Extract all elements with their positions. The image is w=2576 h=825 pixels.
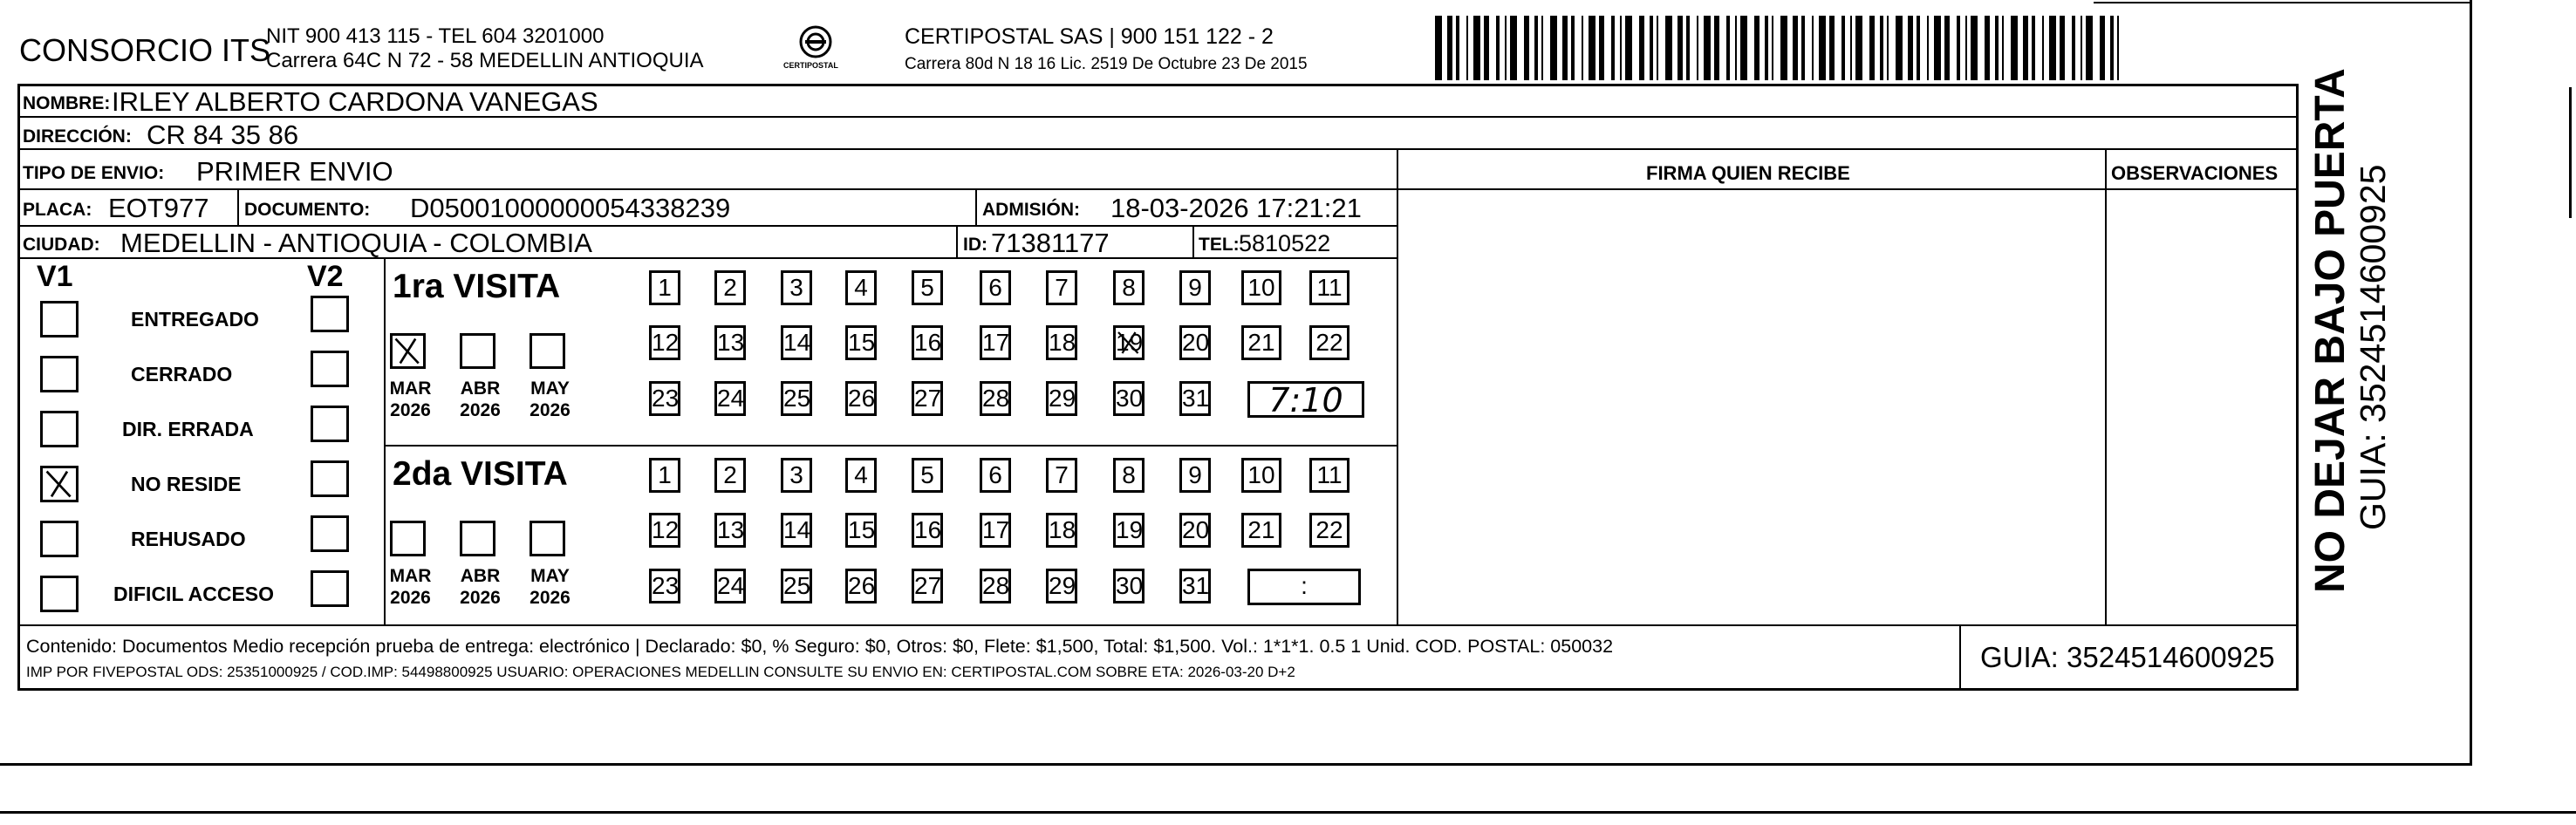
day-box[interactable]: 31: [1179, 381, 1211, 416]
month-name: ABR: [460, 378, 501, 399]
barcode-bar: [1754, 16, 1759, 80]
footer-guide: GUIA: 3524514600925: [1980, 641, 2275, 673]
day-box[interactable]: 20: [1179, 325, 1211, 360]
month-checkbox[interactable]: [390, 333, 426, 369]
col-line: [956, 225, 958, 257]
barcode-bar: [1740, 16, 1747, 80]
day-box[interactable]: 26: [845, 569, 877, 603]
row-line: [17, 148, 2299, 150]
barcode-bar: [2023, 16, 2028, 80]
col-line: [975, 188, 977, 225]
barcode-bar: [1944, 16, 1950, 80]
day-box[interactable]: 2: [714, 458, 746, 493]
day-box[interactable]: 16: [912, 513, 943, 548]
document-label: DOCUMENTO:: [244, 200, 371, 220]
barcode-bar: [1880, 16, 1883, 80]
page-frame-right: [2470, 0, 2472, 766]
col-line: [1192, 225, 1194, 257]
month-year: 2026: [390, 588, 431, 608]
barcode-bar: [2072, 16, 2075, 80]
month-checkbox[interactable]: [460, 521, 495, 556]
month-label: [456, 378, 504, 421]
checklist-item-label: CERRADO: [131, 363, 233, 385]
side-edge-mark: [2569, 87, 2572, 218]
company-address: Carrera 64C N 72 - 58 MEDELLIN ANTIOQUIA: [266, 49, 704, 72]
day-number: 19: [1116, 329, 1144, 356]
day-box[interactable]: 3: [781, 458, 812, 493]
barcode-bar: [1524, 16, 1529, 80]
checklist-item-label: REHUSADO: [131, 528, 246, 550]
day-box[interactable]: 17: [980, 325, 1011, 360]
day-box[interactable]: 27: [912, 569, 943, 603]
barcode-bar: [1589, 16, 1595, 80]
checklist-item-label: ENTREGADO: [131, 308, 259, 331]
v1-checkbox[interactable]: [40, 576, 79, 612]
barcode-bar: [2060, 16, 2065, 80]
barcode-bar: [1971, 16, 1978, 80]
day-box[interactable]: 13: [714, 513, 746, 548]
barcode-bar: [2049, 16, 2056, 80]
day-box[interactable]: 15: [845, 325, 877, 360]
company-name: CONSORCIO ITS: [19, 32, 271, 68]
row-line: [17, 225, 1398, 227]
ship-type: PRIMER ENVIO: [196, 156, 393, 187]
day-box[interactable]: 1: [649, 270, 680, 305]
v2-checkbox[interactable]: [311, 406, 349, 442]
day-box[interactable]: 10: [1241, 270, 1281, 305]
day-box[interactable]: 29: [1046, 381, 1077, 416]
v1-header: V1: [37, 260, 73, 293]
day-box[interactable]: 3: [781, 270, 812, 305]
month-label: [526, 378, 574, 421]
barcode-bar: [1582, 16, 1583, 80]
month-year: 2026: [460, 588, 501, 608]
barcode-bar: [1850, 16, 1852, 80]
barcode-bar: [1765, 16, 1768, 80]
barcode-bar: [1985, 16, 1990, 80]
month-label: [386, 378, 434, 421]
barcode-bar: [1657, 16, 1658, 80]
visit-title: 1ra VISITA: [393, 268, 561, 305]
barcode-bar: [1435, 16, 1442, 80]
checklist-item-label: DIFICIL ACCESO: [113, 583, 275, 605]
day-box[interactable]: 5: [912, 270, 943, 305]
barcode-bar: [1841, 16, 1845, 80]
day-box[interactable]: 23: [649, 569, 680, 603]
month-name: MAR: [389, 378, 432, 399]
observations-header: OBSERVACIONES: [2111, 162, 2279, 184]
barcode-bar: [1697, 16, 1698, 80]
tel-label: TEL:: [1199, 235, 1240, 255]
recipient-address: CR 84 35 86: [147, 119, 299, 150]
v2-checkbox[interactable]: [311, 515, 349, 552]
day-box[interactable]: 7: [1046, 270, 1077, 305]
company-nit: NIT 900 413 115 - TEL 604 3201000: [266, 24, 605, 48]
barcode-bar: [1726, 16, 1730, 80]
day-box[interactable]: 9: [1179, 270, 1211, 305]
barcode-bar: [1995, 16, 1999, 80]
day-box[interactable]: 16: [912, 325, 943, 360]
v2-checkbox[interactable]: [311, 460, 349, 497]
barcode-bar: [1550, 16, 1557, 80]
month-year: 2026: [530, 400, 571, 420]
v2-checkbox[interactable]: [311, 351, 349, 387]
month-name: MAR: [389, 566, 432, 586]
signature-header: FIRMA QUIEN RECIBE: [1646, 162, 1850, 184]
barcode-bar: [1869, 16, 1875, 80]
day-box[interactable]: 22: [1309, 325, 1349, 360]
barcode: [1435, 16, 2128, 80]
month-checkbox[interactable]: [460, 333, 495, 369]
day-box[interactable]: 9: [1179, 458, 1211, 493]
barcode-bar: [1541, 16, 1543, 80]
day-box[interactable]: 13: [714, 325, 746, 360]
visit-time[interactable]: :: [1247, 569, 1361, 605]
next-label-edge: [0, 811, 2576, 814]
month-year: 2026: [390, 400, 431, 420]
day-box[interactable]: 12: [649, 325, 680, 360]
barcode-bar: [1917, 16, 1920, 80]
month-year: 2026: [530, 588, 571, 608]
v1-checkbox[interactable]: [40, 521, 79, 557]
barcode-bar: [1896, 16, 1903, 80]
day-box[interactable]: 26: [845, 381, 877, 416]
v1-checkbox[interactable]: [40, 411, 79, 447]
courier-address: Carrera 80d N 18 16 Lic. 2519 De Octubre 23 De 2015: [905, 55, 1308, 73]
v1-checkbox[interactable]: [40, 356, 79, 392]
address-label: DIRECCIÓN:: [23, 126, 132, 147]
barcode-bar: [1965, 16, 1967, 80]
day-box[interactable]: 6: [980, 458, 1011, 493]
barcode-bar: [2002, 16, 2004, 80]
v1-checkbox[interactable]: [40, 466, 79, 502]
barcode-bar: [1780, 16, 1787, 80]
barcode-bar: [1639, 16, 1644, 80]
day-box[interactable]: 8: [1113, 270, 1145, 305]
col-line: [384, 257, 386, 624]
city: MEDELLIN - ANTIOQUIA - COLOMBIA: [120, 228, 592, 258]
barcode-bar: [1456, 16, 1459, 80]
plate-label: PLACA:: [23, 200, 92, 220]
day-box[interactable]: 4: [845, 270, 877, 305]
col-line: [237, 188, 239, 225]
barcode-bar: [1484, 16, 1489, 80]
barcode-bar: [1534, 16, 1538, 80]
certipostal-logo: [776, 23, 855, 77]
day-box[interactable]: 11: [1309, 270, 1349, 305]
barcode-bar: [1957, 16, 1960, 80]
day-box[interactable]: 8: [1113, 458, 1145, 493]
day-box[interactable]: 1: [649, 458, 680, 493]
barcode-bar: [2100, 16, 2105, 80]
v2-checkbox[interactable]: [311, 296, 349, 332]
city-label: CIUDAD:: [23, 235, 100, 255]
admission-label: ADMISIÓN:: [982, 200, 1080, 220]
day-box[interactable]: 25: [781, 569, 812, 603]
day-box[interactable]: 30: [1113, 381, 1145, 416]
day-box[interactable]: 30: [1113, 569, 1145, 603]
barcode-bar: [1571, 16, 1575, 80]
footer-content: Contenido: Documentos Medio recepción prueba de entrega: electrónico | Declarado: $0, % Seguro: $0, Otros: $0, Flete: $1,500, Total: $1,500. Vol.: 1*1*1. 0.5 1 Unid. COD. POSTAL: 050032: [26, 636, 1614, 657]
id-label: ID:: [963, 235, 987, 255]
barcode-bar: [1934, 16, 1941, 80]
barcode-bar: [1466, 16, 1468, 80]
barcode-bar: [1793, 16, 1798, 80]
barcode-bar: [1704, 16, 1711, 80]
day-box[interactable]: 7: [1046, 458, 1077, 493]
day-box[interactable]: 19: [1113, 513, 1145, 548]
barcode-bar: [2081, 16, 2082, 80]
day-box[interactable]: 28: [980, 569, 1011, 603]
day-box[interactable]: 17: [980, 513, 1011, 548]
barcode-bar: [1496, 16, 1500, 80]
month-label: [456, 565, 504, 609]
v2-header: V2: [307, 260, 344, 293]
barcode-bar: [1927, 16, 1929, 80]
barcode-bar: [1772, 16, 1773, 80]
day-box[interactable]: 23: [649, 381, 680, 416]
barcode-bar: [1650, 16, 1653, 80]
row-line: [384, 445, 1398, 447]
row-line: [17, 624, 2299, 626]
barcode-bar: [1735, 16, 1737, 80]
day-box[interactable]: 11: [1309, 458, 1349, 493]
month-checkbox[interactable]: [530, 521, 565, 556]
courier-name: CERTIPOSTAL SAS | 900 151 122 - 2: [905, 24, 1274, 49]
month-checkbox[interactable]: [390, 521, 426, 556]
month-year: 2026: [460, 400, 501, 420]
barcode-bar: [1819, 16, 1826, 80]
visit-time[interactable]: 7:10: [1247, 381, 1364, 418]
day-box[interactable]: 18: [1046, 513, 1077, 548]
recipient-tel: 5810522: [1239, 230, 1331, 256]
footer-print-info: IMP POR FIVEPOSTAL ODS: 25351000925 / COD.IMP: 54498800925 USUARIO: OPERACIONES MEDELLIN CONSULTE SU ENVIO EN: CERTIPOSTAL.COM SOBRE ETA: 2026-03-20 D+2: [26, 664, 1295, 680]
day-box[interactable]: 12: [649, 513, 680, 548]
day-box[interactable]: 15: [845, 513, 877, 548]
barcode-bar: [1665, 16, 1672, 80]
barcode-bar: [1812, 16, 1814, 80]
day-box[interactable]: 27: [912, 381, 943, 416]
name-label: NOMBRE:: [23, 93, 111, 113]
col-line: [2105, 148, 2107, 624]
day-box[interactable]: 31: [1179, 569, 1211, 603]
barcode-bar: [1620, 16, 1622, 80]
barcode-bar: [1887, 16, 1889, 80]
barcode-bar: [1611, 16, 1615, 80]
logo-caption: CERTIPOSTAL: [783, 61, 838, 70]
v2-checkbox[interactable]: [311, 570, 349, 607]
month-checkbox[interactable]: [530, 333, 565, 369]
day-box[interactable]: 20: [1179, 513, 1211, 548]
document-number: D05001000000054338239: [410, 193, 731, 223]
day-box[interactable]: 22: [1309, 513, 1349, 548]
month-label: [386, 565, 434, 609]
day-box[interactable]: [1113, 325, 1145, 360]
barcode-bar: [2086, 16, 2093, 80]
barcode-bar: [1686, 16, 1690, 80]
barcode-bar: [2032, 16, 2035, 80]
barcode-bar: [2011, 16, 2018, 80]
side-warning: NO DEJAR BAJO PUERTA: [2307, 68, 2354, 593]
col-line: [1397, 148, 1398, 624]
barcode-bar: [1599, 16, 1604, 80]
barcode-bar: [2110, 16, 2114, 80]
month-name: MAY: [530, 378, 570, 399]
day-box[interactable]: 2: [714, 270, 746, 305]
day-box[interactable]: 5: [912, 458, 943, 493]
barcode-bar: [1447, 16, 1452, 80]
visit-title: 2da VISITA: [393, 455, 568, 493]
day-box[interactable]: 10: [1241, 458, 1281, 493]
day-box[interactable]: 14: [781, 513, 812, 548]
page-frame-top: [2094, 2, 2470, 3]
barcode-bar: [1855, 16, 1862, 80]
barcode-bar: [1505, 16, 1507, 80]
v1-checkbox[interactable]: [40, 301, 79, 338]
barcode-bar: [1714, 16, 1719, 80]
checklist-item-label: NO RESIDE: [131, 473, 242, 495]
side-guide: GUIA: 3524514600925: [2353, 164, 2393, 530]
barcode-bar: [1677, 16, 1683, 80]
day-box[interactable]: 21: [1241, 325, 1281, 360]
day-box[interactable]: 14: [781, 325, 812, 360]
barcode-bar: [1510, 16, 1517, 80]
barcode-bar: [1908, 16, 1913, 80]
day-box[interactable]: 18: [1046, 325, 1077, 360]
day-box[interactable]: 29: [1046, 569, 1077, 603]
day-box[interactable]: 28: [980, 381, 1011, 416]
day-box[interactable]: 25: [781, 381, 812, 416]
recipient-id: 71381177: [991, 228, 1110, 258]
barcode-bar: [1625, 16, 1632, 80]
col-line: [1959, 624, 1961, 691]
day-box[interactable]: 4: [845, 458, 877, 493]
day-box[interactable]: 21: [1241, 513, 1281, 548]
barcode-bar: [2117, 16, 2119, 80]
recipient-name: IRLEY ALBERTO CARDONA VANEGAS: [112, 86, 598, 117]
month-label: [526, 565, 574, 609]
barcode-bar: [1562, 16, 1568, 80]
day-box[interactable]: 24: [714, 569, 746, 603]
barcode-bar: [2042, 16, 2044, 80]
day-box[interactable]: 6: [980, 270, 1011, 305]
page-frame-bottom: [0, 763, 2472, 766]
barcode-bar: [1801, 16, 1805, 80]
day-box[interactable]: 24: [714, 381, 746, 416]
checklist-item-label: DIR. ERRADA: [122, 418, 254, 440]
month-name: ABR: [460, 566, 501, 586]
plate: EOT977: [108, 193, 209, 223]
barcode-bar: [1473, 16, 1480, 80]
row-line: [17, 188, 2299, 190]
admission-date: 18-03-2026 17:21:21: [1110, 193, 1362, 223]
month-name: MAY: [530, 566, 570, 586]
ship-type-label: TIPO DE ENVIO:: [23, 163, 165, 183]
barcode-bar: [1829, 16, 1835, 80]
